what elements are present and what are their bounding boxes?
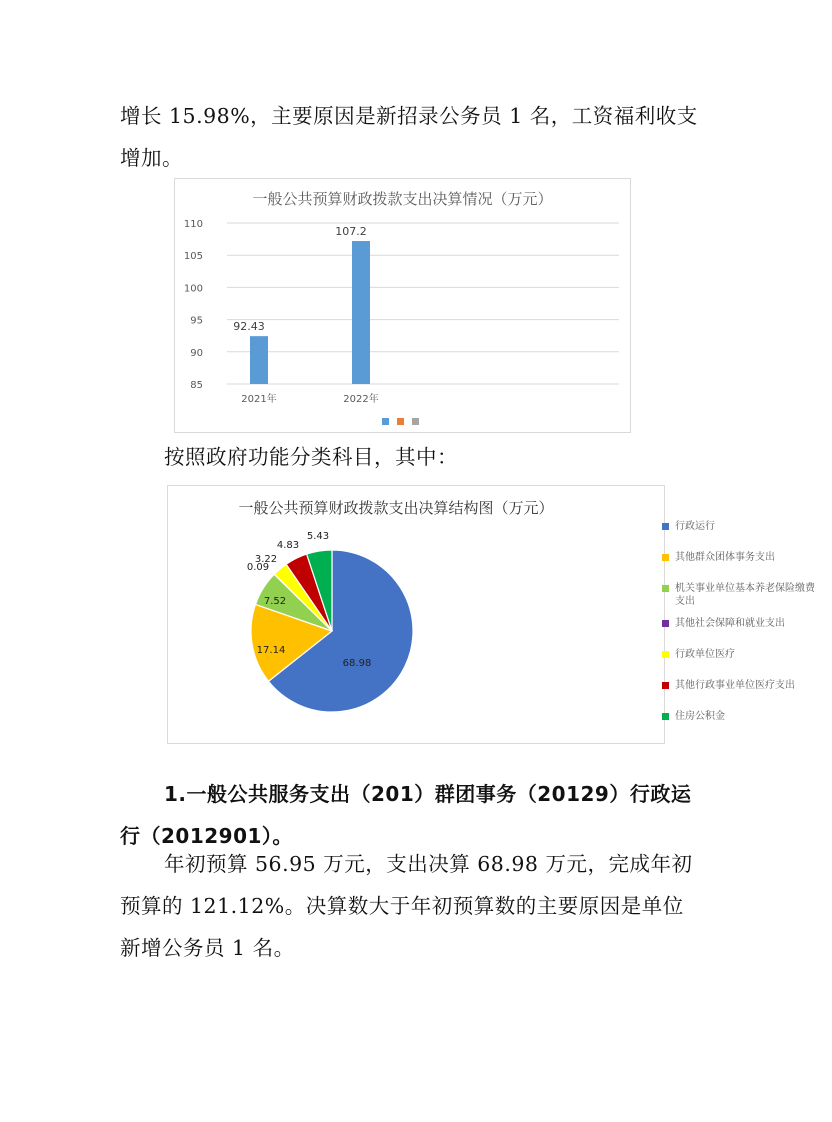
legend-swatch <box>662 651 669 658</box>
y-tick-label: 95 <box>190 315 203 327</box>
y-tick-label: 90 <box>190 347 203 359</box>
legend-swatch <box>662 554 669 561</box>
y-tick-label: 110 <box>183 219 203 230</box>
x-tick-label: 2022年 <box>343 394 379 405</box>
pie-data-label: 0.09 <box>246 562 270 573</box>
legend-label: 行政单位医疗 <box>675 649 735 660</box>
bar-data-label: 107.2 <box>335 225 367 239</box>
paragraph-1-line-2: 增加。 <box>120 146 183 170</box>
legend-label: 机关事业单位基本养老保险缴费 <box>675 583 815 594</box>
pie-chart <box>167 485 815 744</box>
legend-item <box>662 710 832 730</box>
pie-data-label: 3.22 <box>254 554 278 565</box>
paragraph-2 <box>120 436 724 478</box>
legend-swatch <box>412 418 419 425</box>
pie-legend <box>662 520 832 730</box>
legend-item <box>662 520 832 551</box>
bar-chart-title: 一般公共预算财政拨款支出决算情况（万元） <box>252 190 553 208</box>
bar <box>250 336 268 384</box>
paragraph-1-line-1: 增长 15.98%，主要原因是新招录公务员 1 名，工资福利收支 <box>120 104 698 128</box>
legend-swatch <box>662 620 669 627</box>
bar <box>352 241 370 384</box>
legend-swatch <box>662 523 669 530</box>
legend-label: 其他群众团体事务支出 <box>675 552 775 563</box>
pie-chart-plot <box>168 486 664 743</box>
legend-item <box>662 551 832 582</box>
legend-label: 其他行政事业单位医疗支出 <box>675 680 795 691</box>
paragraph-3-line-1: 年初预算 56.95 万元，支出决算 68.98 万元，完成年初 <box>164 852 693 876</box>
legend-swatch <box>382 418 389 425</box>
pie-data-label: 5.43 <box>306 531 330 542</box>
paragraph-3-line-3: 新增公务员 1 名。 <box>120 936 295 960</box>
legend-swatch <box>397 418 404 425</box>
paragraph-3-line-2: 预算的 121.12%。决算数大于年初预算数的主要原因是单位 <box>120 894 684 918</box>
paragraph-1 <box>120 95 698 179</box>
legend-item <box>662 617 832 648</box>
y-tick-label: 85 <box>190 380 203 391</box>
paragraph-3 <box>120 843 693 969</box>
pie-data-label: 4.83 <box>276 540 300 551</box>
legend-swatch <box>662 585 669 592</box>
section-heading-line-1: 1.一般公共服务支出（201）群团事务（20129）行政运 <box>164 782 692 806</box>
legend-item <box>662 679 832 710</box>
legend-swatch <box>662 713 669 720</box>
legend-label-line-2: 支出 <box>675 596 695 607</box>
pie-chart-title: 一般公共预算财政拨款支出决算结构图（万元） <box>238 499 554 517</box>
section-heading-line-2: 行（2012901）。 <box>120 824 293 848</box>
y-tick-label: 105 <box>183 251 203 263</box>
x-tick-label: 2021年 <box>241 394 277 405</box>
y-tick-label: 100 <box>183 283 203 295</box>
bar-chart-plot <box>175 179 630 432</box>
paragraph-2-line-1: 按照政府功能分类科目，其中： <box>164 445 458 469</box>
legend-item <box>662 648 832 679</box>
pie-data-label: 68.98 <box>342 658 372 669</box>
legend-swatch <box>662 682 669 689</box>
bar-chart <box>174 178 631 433</box>
legend-label: 住房公积金 <box>675 711 725 722</box>
pie-data-label: 17.14 <box>256 645 286 656</box>
pie-data-label: 7.52 <box>263 596 287 607</box>
legend-label: 其他社会保障和就业支出 <box>675 618 785 629</box>
bar-data-label: 92.43 <box>233 320 265 334</box>
legend-item <box>662 582 832 617</box>
legend-label: 行政运行 <box>675 521 715 532</box>
